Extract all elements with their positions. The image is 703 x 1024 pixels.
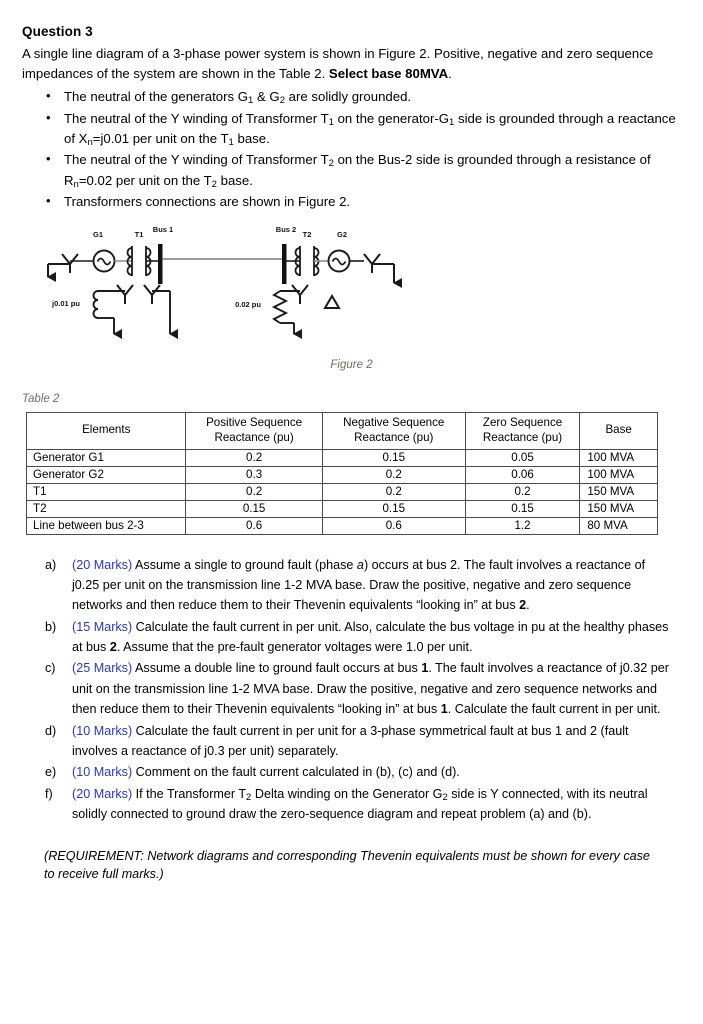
table-row: [27, 449, 658, 466]
table-column-header-4: [465, 412, 580, 449]
generator-g2-label: G2: [336, 229, 348, 239]
text-segment: side is grounded through a reactance of X: [64, 110, 676, 147]
assumption-bullet-4: [62, 192, 681, 212]
cell-zero-sequence: 0.15: [465, 500, 580, 517]
text-segment: If the Transformer T: [132, 786, 247, 801]
text-segment: 1: [228, 137, 234, 149]
reactance-value-label: j0.01 pu: [52, 298, 80, 308]
text-segment: Assume a single to ground fault (phase: [132, 557, 357, 572]
header-line: Positive Sequence: [206, 415, 303, 429]
text-segment: . The fault involves a reactance of j0.32 per unit on the transmission line 1-2 MVA base. Draw the positive, negative and zero sequence networks and then reduce them to their Thevenin equivalents “looking in” at bus: [72, 661, 669, 717]
question-part-b: [45, 617, 673, 658]
cell-base: 150 MVA: [580, 500, 658, 517]
table-body: [27, 449, 658, 534]
transformer-t2-label: T2: [302, 229, 312, 239]
intro-paragraph: [22, 44, 678, 84]
question-part-c: [45, 658, 673, 719]
generator-g1-label: G1: [92, 229, 104, 239]
text-segment: on the Bus-2 side is grounded through a resistance of R: [64, 152, 651, 188]
text-segment: ) occurs at bus 2. The fault involves a reactance of j0.25 per unit on the transmission line 1-2 MVA base. Draw the positive, negative and zero sequence networks and then reduce them to their Thevenin equivalents “looking in” at bus: [72, 557, 646, 613]
table-column-header-1: [27, 412, 186, 449]
part-marks-badge: (25 Marks): [72, 661, 133, 676]
text-segment: 2: [109, 640, 117, 655]
text-segment: are solidly grounded.: [285, 89, 412, 105]
figure-single-line-diagram: [22, 221, 681, 351]
part-marks-badge: (15 Marks): [72, 619, 133, 634]
question-part-e: [45, 762, 673, 782]
text-segment: The neutral of the generators G: [64, 89, 249, 105]
question-parts-list: [22, 555, 681, 825]
question-part-d: [45, 721, 673, 762]
part-marker: e): [45, 765, 57, 780]
text-segment: =0.02 per unit on the T: [78, 172, 212, 188]
text-segment: . Calculate the fault current in per unit.: [447, 702, 661, 717]
cell-element: Generator G1: [27, 449, 186, 466]
text-segment: Assume a double line to ground fault occurs at bus: [132, 661, 422, 676]
bus-1-label: Bus 1: [152, 224, 174, 234]
cell-negative-sequence: 0.2: [322, 466, 465, 483]
text-segment: Transformers connections are shown in Figure 2.: [64, 194, 351, 210]
part-marks-badge: (10 Marks): [72, 765, 133, 780]
delta-winding-symbol: [325, 296, 339, 308]
resistance-value-label: 0.02 pu: [235, 299, 261, 309]
part-marks-badge: (20 Marks): [72, 786, 133, 801]
text-segment: 2: [279, 95, 285, 107]
t1-left-neutral-wye: [98, 285, 133, 304]
text-segment: 2: [211, 178, 217, 190]
transformer-t1-symbol: [128, 246, 159, 276]
cell-zero-sequence: 0.05: [465, 449, 580, 466]
cell-negative-sequence: 0.15: [322, 449, 465, 466]
header-line: Reactance (pu): [214, 430, 294, 444]
part-marker: f): [45, 786, 53, 801]
text-segment: base.: [233, 131, 270, 147]
cell-element: Generator G2: [27, 466, 186, 483]
text-segment: 1: [449, 116, 455, 128]
requirement-note: (REQUIREMENT: Network diagrams and corresponding Thevenin equivalents must be shown for every case to receive full marks.): [44, 848, 650, 882]
cell-positive-sequence: 0.15: [186, 500, 322, 517]
table-column-header-3: [322, 412, 465, 449]
assumption-bullet-2: [62, 109, 681, 150]
header-line: Elements: [82, 423, 131, 437]
figure-caption: Figure 2: [330, 358, 373, 371]
transformer-t2-symbol: [286, 246, 319, 276]
bus-1-bar: [158, 244, 163, 284]
cell-base: 100 MVA: [580, 466, 658, 483]
text-segment: n: [87, 137, 93, 149]
table-column-header-5: [580, 412, 658, 449]
part-marker: c): [45, 661, 56, 676]
intro-text-1: A single line diagram of a 3-phase power system is shown in Figure 2. Positive, negative and zero sequence impedances of the system are shown in the Table 2.: [22, 46, 654, 82]
part-marks-badge: (20 Marks): [72, 557, 133, 572]
cell-positive-sequence: 0.3: [186, 466, 322, 483]
text-segment: base.: [216, 172, 253, 188]
text-segment: .: [526, 598, 530, 613]
intro-text-2: .: [448, 66, 452, 82]
text-segment: The neutral of the Y winding of Transformer T: [64, 110, 329, 126]
text-segment: Delta winding on the Generator G: [251, 786, 443, 801]
text-segment: 1: [421, 661, 429, 676]
cell-base: 100 MVA: [580, 449, 658, 466]
text-segment: . Assume that the pre-fault generator voltages were 1.0 per unit.: [116, 640, 473, 655]
table-header-row: [27, 412, 658, 449]
cell-element: Line between bus 2-3: [27, 517, 186, 534]
header-line: Negative Sequence: [343, 415, 445, 429]
cell-element: T2: [27, 500, 186, 517]
cell-zero-sequence: 1.2: [465, 517, 580, 534]
cell-negative-sequence: 0.2: [322, 483, 465, 500]
cell-base: 80 MVA: [580, 517, 658, 534]
part-marks-badge: (10 Marks): [72, 723, 133, 738]
table-caption: Table 2: [22, 392, 60, 405]
text-segment: =j0.01 per unit on the T: [92, 131, 229, 147]
generator-g1-symbol: [70, 250, 132, 271]
assumption-bullet-1: [62, 87, 681, 107]
table-row: [27, 500, 658, 517]
generator-g2-symbol: [314, 250, 364, 271]
cell-negative-sequence: 0.15: [322, 500, 465, 517]
table-row: [27, 517, 658, 534]
header-line: Zero Sequence: [482, 415, 563, 429]
text-segment: a: [356, 557, 364, 572]
bus-2-label: Bus 2: [275, 224, 297, 234]
text-segment: n: [73, 178, 79, 190]
text-segment: Calculate the fault current in per unit for a 3-phase symmetrical fault at bus 1 and 2 (fault involves a reactance of j0.3 per unit) separately.: [72, 723, 629, 759]
cell-zero-sequence: 0.2: [465, 483, 580, 500]
single-line-diagram-svg: [22, 221, 681, 351]
table-column-header-2: [186, 412, 322, 449]
page-title: Question 3: [22, 24, 93, 39]
cell-positive-sequence: 0.2: [186, 483, 322, 500]
text-segment: 2: [442, 791, 448, 803]
cell-base: 150 MVA: [580, 483, 658, 500]
neutral-reactance-inductor: [94, 291, 115, 334]
part-marker: a): [45, 557, 57, 572]
text-segment: 1: [440, 702, 448, 717]
text-segment: on the generator-G: [333, 110, 450, 126]
text-segment: 1: [248, 95, 254, 107]
bus-2-bar: [282, 244, 287, 284]
text-segment: 2: [519, 598, 527, 613]
text-segment: 2: [246, 791, 252, 803]
header-line: Reactance (pu): [354, 430, 434, 444]
header-line: Reactance (pu): [482, 430, 563, 444]
g1-wye-symbol: [48, 254, 78, 277]
cell-negative-sequence: 0.6: [322, 517, 465, 534]
t1-right-wye-solid-ground: [144, 285, 170, 334]
cell-positive-sequence: 0.2: [186, 449, 322, 466]
text-segment: Calculate the fault current in per unit. Also, calculate the bus voltage in pu at the healthy phases at bus: [72, 619, 669, 655]
table-row: [27, 483, 658, 500]
assumption-bullet-3: [62, 150, 681, 191]
text-segment: The neutral of the Y winding of Transformer T: [64, 152, 329, 168]
table-row: [27, 466, 658, 483]
text-segment: & G: [253, 89, 280, 105]
header-line: Base: [605, 423, 632, 437]
text-segment: 2: [328, 158, 334, 170]
text-segment: 1: [328, 116, 334, 128]
neutral-resistance-resistor: [274, 291, 294, 334]
table-header: [27, 412, 658, 449]
part-marker: d): [45, 723, 57, 738]
intro-base-bold: Select base 80MVA: [328, 66, 449, 82]
text-segment: side is Y connected, with its neutral solidly connected to ground draw the zero-sequence diagram and repeat problem (a) and (b).: [72, 786, 648, 822]
impedance-table: [26, 412, 658, 535]
g2-wye-symbol: [364, 254, 394, 283]
assumption-bullet-list: [22, 87, 681, 213]
cell-positive-sequence: 0.6: [186, 517, 322, 534]
cell-zero-sequence: 0.06: [465, 466, 580, 483]
part-marker: b): [45, 619, 57, 634]
question-part-f: [45, 784, 673, 825]
cell-element: T1: [27, 483, 186, 500]
transformer-t1-label: T1: [134, 229, 144, 239]
question-part-a: [45, 555, 673, 616]
text-segment: Comment on the fault current calculated in (b), (c) and (d).: [132, 765, 460, 780]
